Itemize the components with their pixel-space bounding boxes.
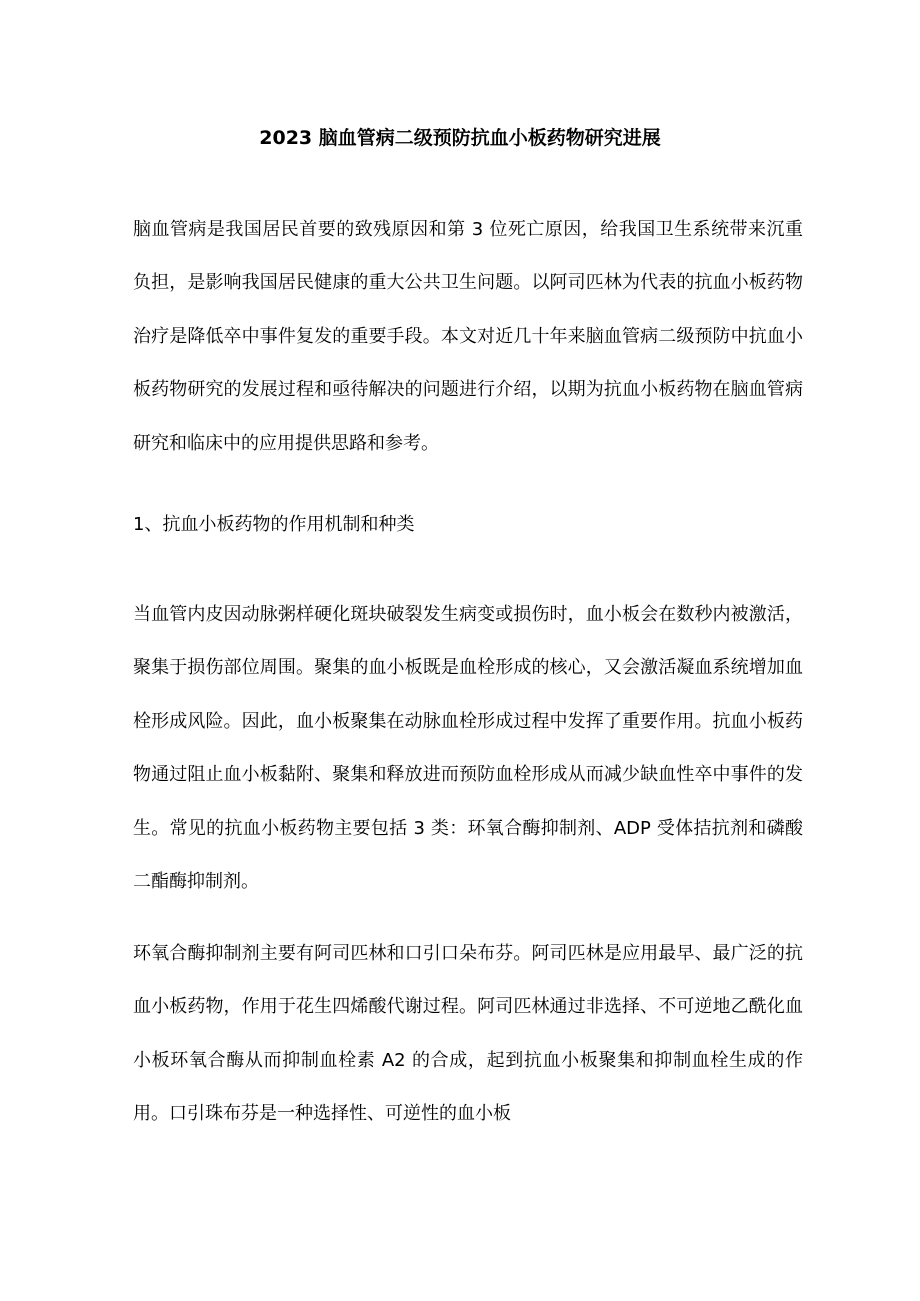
document-title: 2023 脑血管病二级预防抗血小板药物研究进展: [259, 127, 661, 149]
paragraph-cox-inhibitors: 环氧合酶抑制剂主要有阿司匹林和口引口朵布芬。阿司匹林是应用最早、最广泛的抗血小板药物，作用于花生四烯酸代谢过程。阿司匹林通过非选择、不可逆地乙酰化血小板环氧合酶从而抑制血栓素 A2 的合成，起到抗血小板聚集和抑制血栓生成的作用。口引珠布芬是一种选择性、可逆性的血小板: [133, 943, 803, 1125]
section-heading-1: 1、抗血小板药物的作用机制和种类: [133, 514, 415, 535]
paragraph-intro: 脑血管病是我国居民首要的致残原因和第 3 位死亡原因，给我国卫生系统带来沉重负担，是影响我国居民健康的重大公共卫生问题。以阿司匹林为代表的抗血小板药物治疗是降低卒中事件复发的重要手段。本文对近几十年来脑血管病二级预防中抗血小板药物研究的发展过程和亟待解决的问题进行介绍，以期为抗血小板药物在脑血管病研究和临床中的应用提供思路和参考。: [133, 219, 803, 454]
paragraph-mechanism: 当血管内皮因动脉粥样硬化斑块破裂发生病变或损伤时，血小板会在数秒内被激活，聚集于损伤部位周围。聚集的血小板既是血栓形成的核心，又会激活凝血系统增加血栓形成风险。因此，血小板聚集在动脉血栓形成过程中发挥了重要作用。抗血小板药物通过阻止血小板黏附、聚集和释放进而预防血栓形成从而减少缺血性卒中事件的发生。常见的抗血小板药物主要包括 3 类：环氧合酶抑制剂、ADP 受体拮抗剂和磷酸二酯酶抑制剂。: [133, 604, 803, 893]
